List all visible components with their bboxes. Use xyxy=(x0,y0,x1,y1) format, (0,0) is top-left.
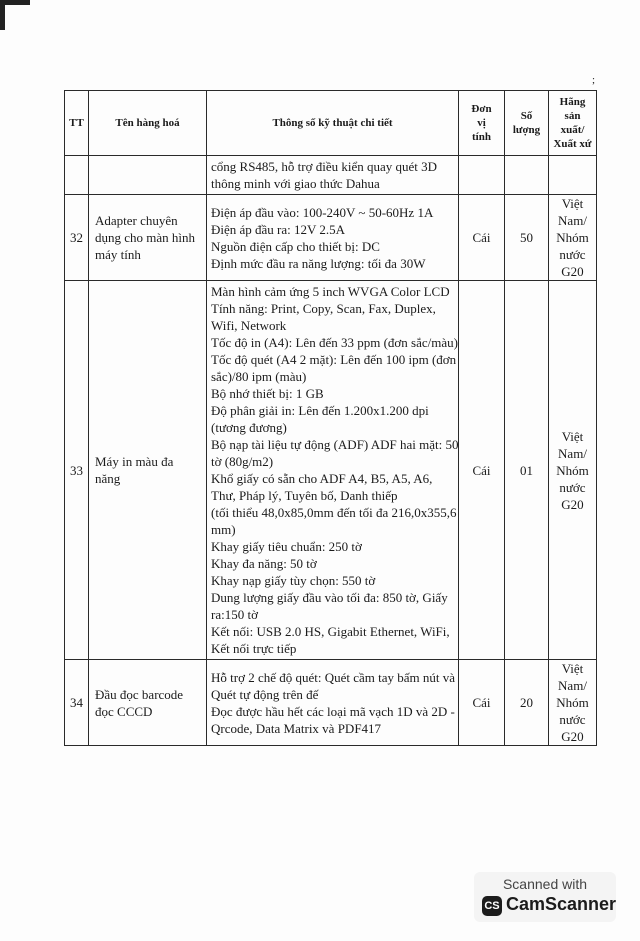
page-mark: ; xyxy=(592,74,596,86)
watermark-brand: CamScanner xyxy=(506,894,617,914)
table-row-continuation xyxy=(65,156,597,195)
origin-cell: Việt Nam/ Nhóm nước G20 xyxy=(549,195,597,281)
header-qty: Số lượng xyxy=(505,91,549,156)
qty-cell: 20 xyxy=(505,660,549,746)
spec-cell: Màn hình cảm ứng 5 inch WVGA Color LCD Tính năng: Print, Copy, Scan, Fax, Duplex, Wifi, Network Tốc độ in (A4): Lên đến 33 ppm (đơn sắc/màu) Tốc độ quét (A4 2 mặt): Lên đến 100 ipm (đơn sắc)/80 ipm (màu) Bộ nhớ thiết bị: 1 GB Độ phân giải in: Lên đến 1.200x1.200 dpi (tương đương) Bộ nạp tài liệu tự động (ADF) ADF hai mặt: 50 tờ (80g/m2) Khổ giấy có sẵn cho ADF A4, B5, A5, A6, Thư, Pháp lý, Tuyên bố, Danh thiếp (tối thiểu 48,0x85,0mm đến tối đa 216,0x355,6 mm) Khay giấy tiêu chuẩn: 250 tờ Khay đa năng: 50 tờ Khay nạp giấy tùy chọn: 550 tờ Dung lượng giấy đầu vào tối đa: 850 tờ, Giấy ra:150 tờ Kết nối: USB 2.0 HS, Gigabit Ethernet, WiFi, Kết nối trực tiếp xyxy=(207,281,459,660)
qty-cell: 01 xyxy=(505,281,549,660)
header-spec: Thông số kỹ thuật chi tiết xyxy=(207,91,459,156)
camscanner-logo-icon: CS xyxy=(482,896,502,916)
scan-corner-mark xyxy=(0,0,30,30)
unit-cell: Cái xyxy=(459,195,505,281)
item-name: Đầu đọc barcode đọc CCCD xyxy=(89,660,207,746)
table-row xyxy=(65,195,597,281)
header-unit: Đơn vị tính xyxy=(459,91,505,156)
row-number: 34 xyxy=(65,660,89,746)
qty-cell: 50 xyxy=(505,195,549,281)
unit-cell: Cái xyxy=(459,660,505,746)
table-header-row xyxy=(65,91,597,156)
spec-cell: Điện áp đầu vào: 100-240V ~ 50-60Hz 1A Điện áp đầu ra: 12V 2.5A Nguồn điện cấp cho thiết bị: DC Định mức đầu ra năng lượng: tối đa 30W xyxy=(207,195,459,281)
origin-cell: Việt Nam/ Nhóm nước G20 xyxy=(549,281,597,660)
equipment-spec-table xyxy=(64,90,597,746)
header-origin: Hãng sản xuất/ Xuất xứ xyxy=(549,91,597,156)
item-name: Adapter chuyên dụng cho màn hình máy tính xyxy=(89,195,207,281)
header-tt: TT xyxy=(65,91,89,156)
origin-cell: Việt Nam/ Nhóm nước G20 xyxy=(549,660,597,746)
spec-cell: Hỗ trợ 2 chế độ quét: Quét cầm tay bấm nút và Quét tự động trên đế Đọc được hầu hết các loại mã vạch 1D và 2D - Qrcode, Data Matrix và PDF417 xyxy=(207,660,459,746)
unit-cell: Cái xyxy=(459,281,505,660)
row-number: 32 xyxy=(65,195,89,281)
camscanner-watermark xyxy=(474,872,616,922)
table-row xyxy=(65,281,597,660)
table-row xyxy=(65,660,597,746)
row-number: 33 xyxy=(65,281,89,660)
watermark-caption: Scanned with xyxy=(502,876,588,892)
item-name: Máy in màu đa năng xyxy=(89,281,207,660)
spec-cell: cổng RS485, hỗ trợ điều kiển quay quét 3D thông minh với giao thức Dahua xyxy=(207,156,459,195)
header-name: Tên hàng hoá xyxy=(89,91,207,156)
